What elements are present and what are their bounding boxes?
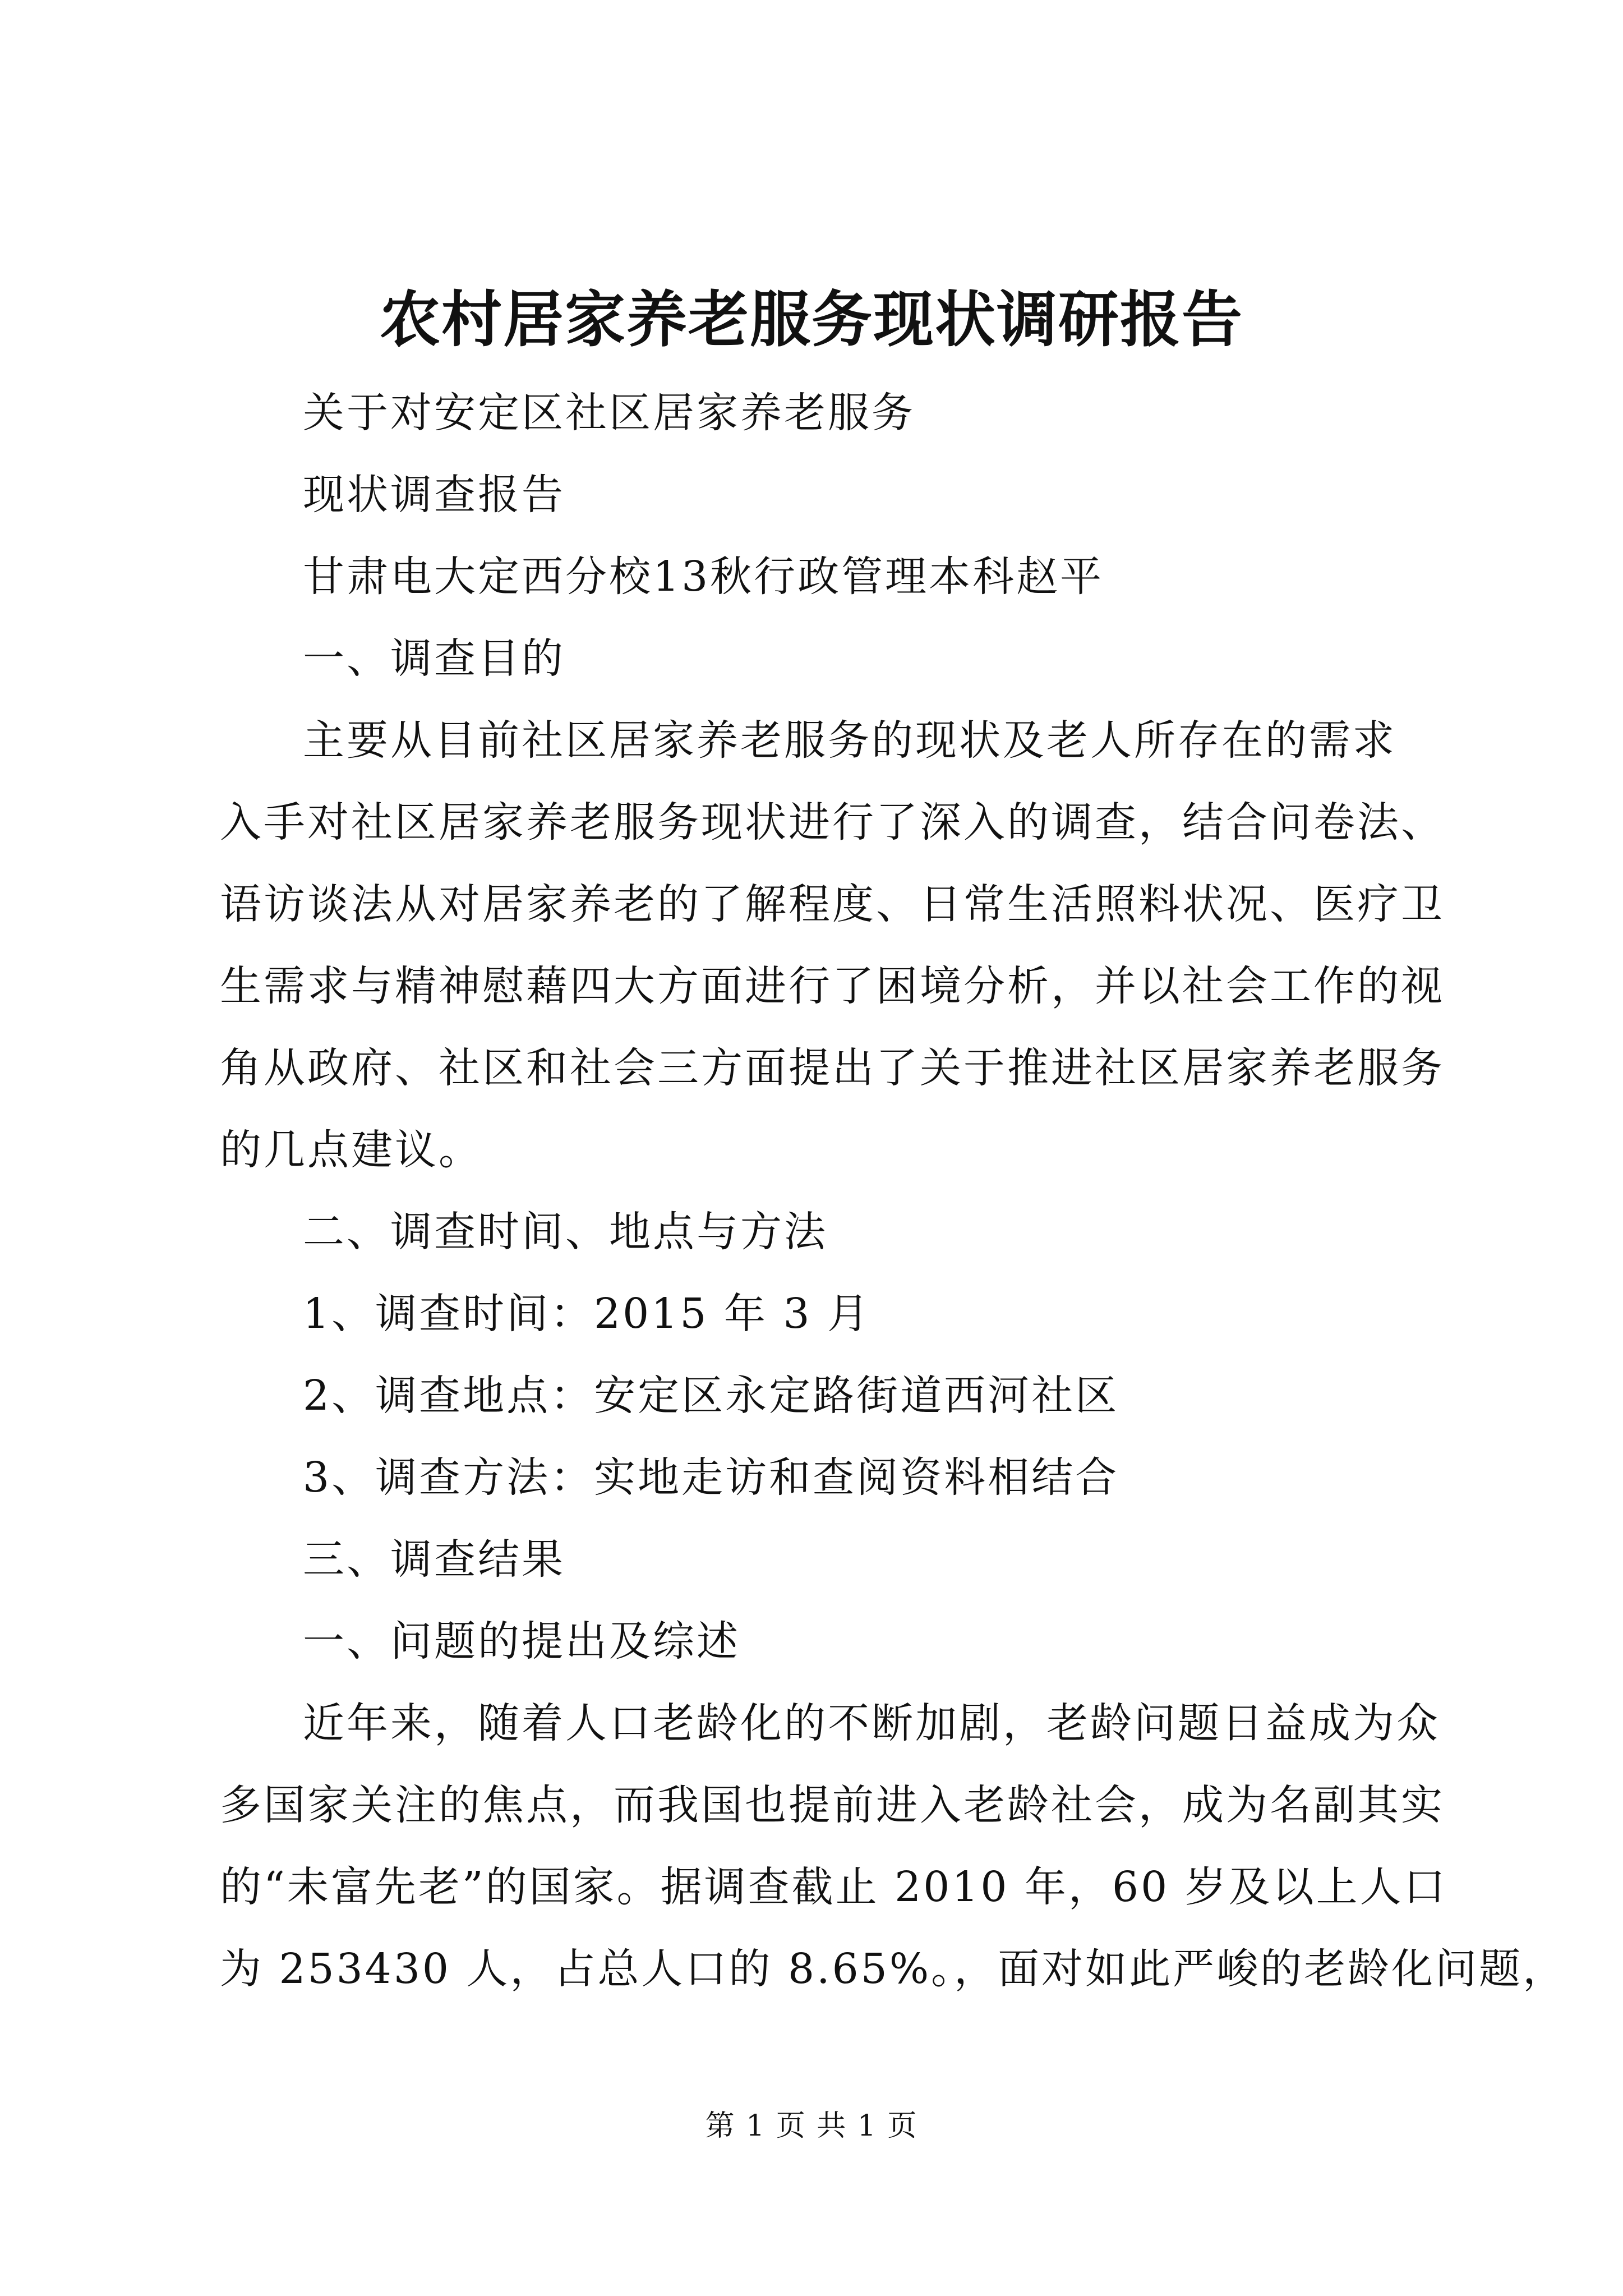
paragraph-2-line-3: 的“未富先老”的国家。据调查截止 2010 年，60 岁及以上人口 xyxy=(220,1863,1447,1911)
paragraph-2-line-2: 多国家关注的焦点，而我国也提前进入老龄社会，成为名副其实 xyxy=(220,1781,1445,1829)
paragraph-1-line-2: 入手对社区居家养老服务现状进行了深入的调查，结合问卷法、 xyxy=(220,798,1445,846)
paragraph-1-line-5: 角从政府、社区和社会三方面提出了关于推进社区居家养老服务 xyxy=(220,1044,1445,1092)
section-heading-1: 一、调查目的 xyxy=(303,634,565,683)
paragraph-2-line-1: 近年来，随着人口老龄化的不断加剧，老龄问题日益成为众 xyxy=(303,1699,1440,1747)
author-line: 甘肃电大定西分校13秋行政管理本科赵平 xyxy=(303,553,1104,601)
subsection-heading-1: 一、问题的提出及综述 xyxy=(303,1617,740,1665)
paragraph-1-line-4: 生需求与精神慰藉四大方面进行了困境分析，并以社会工作的视 xyxy=(220,962,1445,1010)
page-footer: 第 1 页 共 1 页 xyxy=(705,2109,918,2143)
section-heading-3: 三、调查结果 xyxy=(303,1535,565,1584)
list-item-3: 3、调查方法：实地走访和查阅资料相结合 xyxy=(303,1453,1119,1502)
section-heading-2: 二、调查时间、地点与方法 xyxy=(303,1208,828,1256)
list-item-1: 1、调查时间：2015 年 3 月 xyxy=(303,1290,872,1338)
paragraph-2-line-4: 为 253430 人，占总人口的 8.65%。，面对如此严峻的老龄化问题， xyxy=(220,1945,1567,1993)
list-item-2: 2、调查地点：安定区永定路街道西河社区 xyxy=(303,1372,1119,1420)
paragraph-1-line-1: 主要从目前社区居家养老服务的现状及老人所存在的需求 xyxy=(303,716,1396,765)
paragraph-1-line-3: 语访谈法从对居家养老的了解程度、日常生活照料状况、医疗卫 xyxy=(220,880,1445,928)
document-title: 农村居家养老服务现状调研报告 xyxy=(379,284,1243,355)
paragraph-1-line-6: 的几点建议。 xyxy=(220,1126,482,1174)
subtitle-line-2: 现状调查报告 xyxy=(303,471,565,519)
subtitle-line-1: 关于对安定区社区居家养老服务 xyxy=(303,389,915,437)
